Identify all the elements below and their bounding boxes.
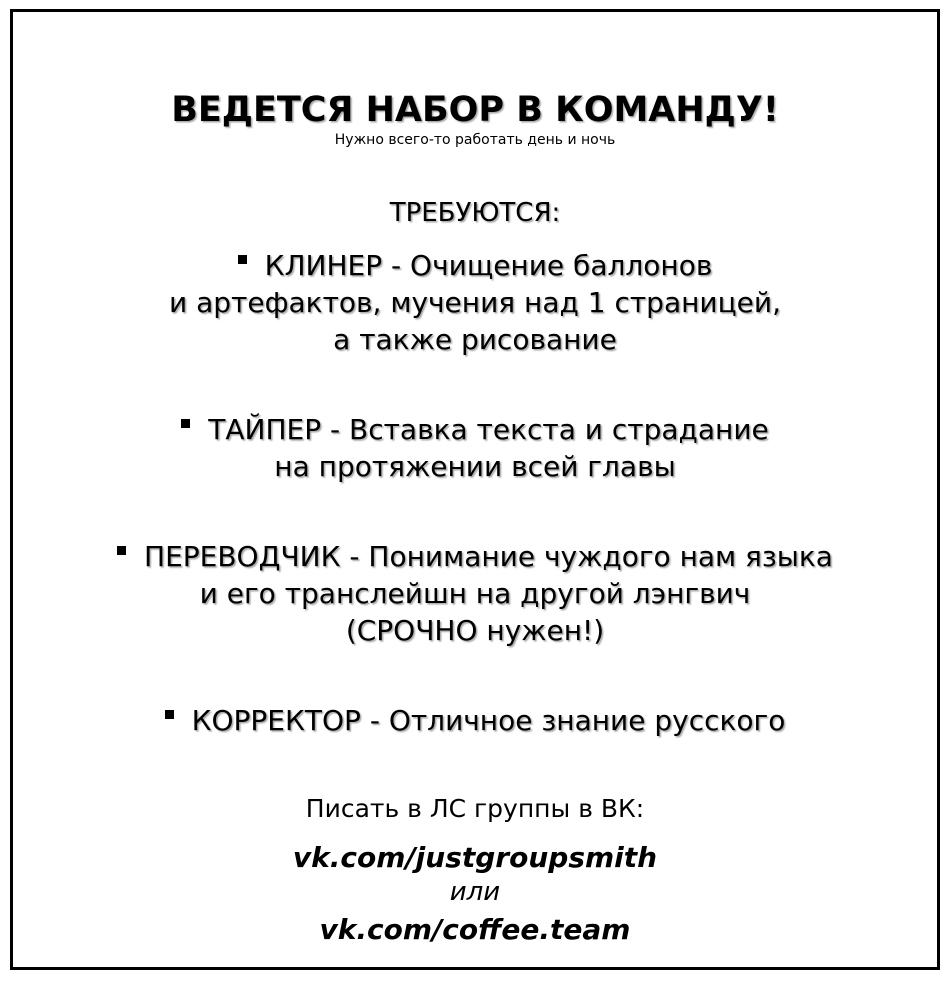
page-title: ВЕДЕТСЯ НАБОР В КОМАНДУ!	[171, 90, 779, 130]
page-subtitle: Нужно всего-то работать день и ночь	[334, 132, 616, 148]
required-heading: ТРЕБУЮТСЯ:	[389, 198, 561, 228]
role-translator-desc: - Понимание чуждого нам языка	[349, 540, 833, 573]
role-typer-line-2: на протяжении всей главы	[274, 450, 676, 483]
contact-label: Писать в ЛС группы в ВК:	[305, 794, 645, 823]
role-typer-desc: - Вставка текста и страдание	[330, 413, 769, 446]
role-proofreader-name: КОРРЕКТОР	[191, 704, 361, 737]
role-translator-line-3: (СРОЧНО нужен!)	[345, 614, 605, 647]
role-cleaner-name: КЛИНЕР	[264, 249, 383, 282]
role-typer-name: ТАЙПЕР	[208, 413, 322, 446]
vk-link-justgroupsmith: vk.com/justgroupsmith	[292, 841, 658, 874]
role-translator-name: ПЕРЕВОДЧИК	[144, 540, 341, 573]
role-translator-line-1	[0, 539, 950, 575]
role-cleaner-line-1	[0, 248, 950, 284]
role-typer-line-1	[0, 412, 950, 448]
bullet-icon	[165, 710, 174, 719]
role-proofreader-line-1	[0, 703, 950, 739]
bullet-icon	[238, 255, 247, 264]
role-cleaner-line-2: и артефактов, мучения над 1 страницей,	[169, 286, 781, 319]
or-separator: или	[449, 877, 501, 907]
role-cleaner-desc: - Очищение баллонов	[391, 249, 713, 282]
role-proofreader-desc: - Отличное знание русского	[369, 704, 786, 737]
role-cleaner-line-3: а также рисование	[333, 323, 617, 356]
role-translator-line-2: и его транслейшн на другой лэнгвич	[199, 577, 751, 610]
vk-link-coffee-team: vk.com/coffee.team	[319, 913, 631, 946]
bullet-icon	[181, 419, 190, 428]
bullet-icon	[117, 546, 126, 555]
